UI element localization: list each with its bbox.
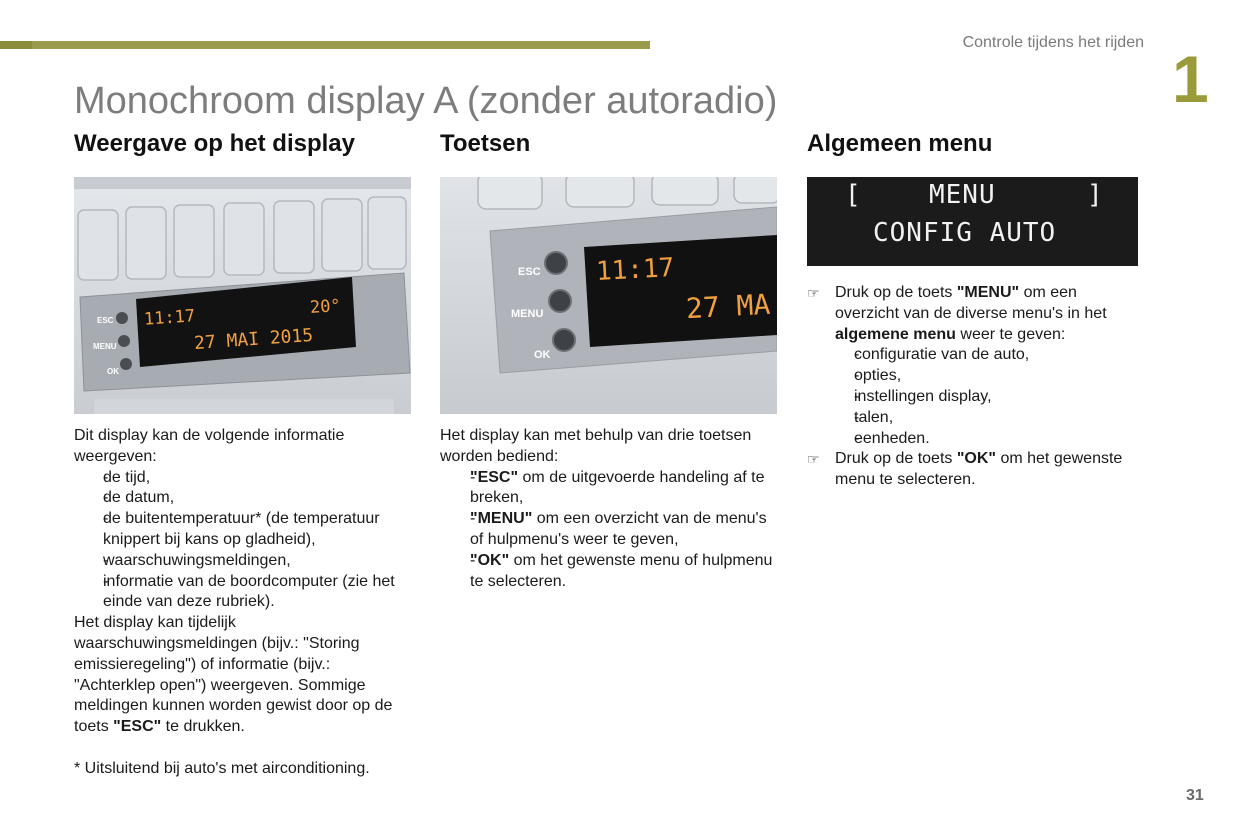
list-item <box>836 387 1142 408</box>
paragraph-text: Het display kan tijdelijk waarschuwingsmeldingen (bijv.: "Storing emissieregeling") of informatie (bijv.: "Achterklep open") weergeven. Sommige meldingen kunnen worden gewist door op de toets <box>74 614 393 736</box>
lcd-temperature: 20° <box>309 295 342 319</box>
list-item <box>74 488 414 509</box>
key-name: "MENU" <box>470 510 533 528</box>
bracket-right: ] <box>1087 180 1103 210</box>
key-name: "ESC" <box>470 468 519 486</box>
panel-title: MENU <box>929 180 996 210</box>
heading-display: Weergave op het display <box>74 130 355 157</box>
lcd-time: 11:17 <box>143 306 196 330</box>
keys-list <box>440 468 780 593</box>
step-text: Druk op de toets <box>835 450 957 468</box>
esc-label: ESC <box>518 266 541 278</box>
list-item-text: configuratie van de auto, <box>854 346 1030 364</box>
paragraph-bold: "ESC" <box>113 718 162 736</box>
heading-keys: Toetsen <box>440 130 531 157</box>
step-text: Druk op de toets <box>835 284 957 301</box>
menu-text <box>807 283 1142 491</box>
dashboard-illustration <box>74 177 411 414</box>
menu-label: MENU <box>511 308 544 320</box>
footnote: * Uitsluitend bij auto's met airconditioning. <box>74 760 370 777</box>
key-description: om de uitgevoerde handeling af te breken, <box>470 468 765 507</box>
list-item <box>74 468 414 489</box>
page-title: Monochroom display A (zonder autoradio) <box>74 80 778 122</box>
list-item <box>440 468 780 510</box>
section-label: Controle tijdens het rijden <box>962 34 1144 51</box>
menu-display-panel <box>807 177 1138 266</box>
lcd-date: 27 MA <box>685 287 772 326</box>
step-2 <box>807 449 1142 491</box>
step-text: om een overzicht van de diverse menu's in het <box>835 284 1107 322</box>
keys-photo <box>440 177 777 414</box>
display-text <box>74 426 414 738</box>
list-item-text: de buitentemperatuur* (de temperatuur knippert bij kans op gladheid), <box>103 510 380 548</box>
pointing-hand-icon: ☞ <box>807 285 820 301</box>
bracket-left: [ <box>845 180 861 210</box>
header-rule <box>0 41 650 49</box>
chapter-number: 1 <box>1172 42 1209 116</box>
display-paragraph <box>74 613 414 738</box>
list-item <box>74 509 414 551</box>
step-bold: "OK" <box>956 450 997 468</box>
page-number: 31 <box>1186 787 1204 804</box>
key-description: om het gewenste menu of hulpmenu te selecteren. <box>470 551 773 590</box>
display-intro: Dit display kan de volgende informatie weergeven: <box>74 427 345 465</box>
step-bold: "MENU" <box>956 284 1020 301</box>
step-text: om het gewenste menu te selecteren. <box>835 450 1123 489</box>
key-description: om een overzicht van de menu's of hulpmenu's weer te geven, <box>470 510 767 548</box>
list-item <box>440 509 780 551</box>
list-item-text: waarschuwingsmeldingen, <box>103 551 291 569</box>
paragraph-text-end: te drukken. <box>161 718 245 736</box>
keys-text <box>440 426 780 592</box>
menu-sub-list <box>836 345 1142 449</box>
step-1 <box>807 283 1142 345</box>
pointing-hand-icon: ☞ <box>807 451 820 468</box>
heading-menu: Algemeen menu <box>807 130 993 157</box>
list-item <box>836 429 1142 450</box>
list-item-text: informatie van de boordcomputer (zie het einde van deze rubriek). <box>103 572 395 611</box>
step-text: weer te geven: <box>955 325 1066 343</box>
ok-label: OK <box>534 349 551 361</box>
list-item <box>74 551 414 572</box>
list-item-text: opties, <box>854 367 902 385</box>
list-item-text: talen, <box>854 408 894 426</box>
step-bold: algemene menu <box>835 325 956 343</box>
display-photo <box>74 177 411 414</box>
key-name: "OK" <box>470 551 510 569</box>
keys-intro: Het display kan met behulp van drie toetsen worden bediend: <box>440 427 752 465</box>
list-item <box>836 345 1142 366</box>
ok-label: OK <box>107 367 119 376</box>
lcd-time: 11:17 <box>595 252 676 288</box>
list-item-text: de datum, <box>103 489 175 507</box>
esc-label: ESC <box>97 316 114 325</box>
list-item <box>74 572 414 614</box>
lcd-date: 27 MAI 2015 <box>193 324 314 355</box>
menu-label: MENU <box>93 342 117 351</box>
list-item-text: instellingen display, <box>854 387 992 405</box>
list-item <box>440 551 780 593</box>
display-list <box>74 468 414 614</box>
list-item <box>836 366 1142 387</box>
list-item-text: eenheden. <box>854 429 930 447</box>
panel-line2: CONFIG AUTO <box>873 218 1057 248</box>
list-item-text: de tijd, <box>103 468 151 486</box>
list-item <box>836 408 1142 429</box>
